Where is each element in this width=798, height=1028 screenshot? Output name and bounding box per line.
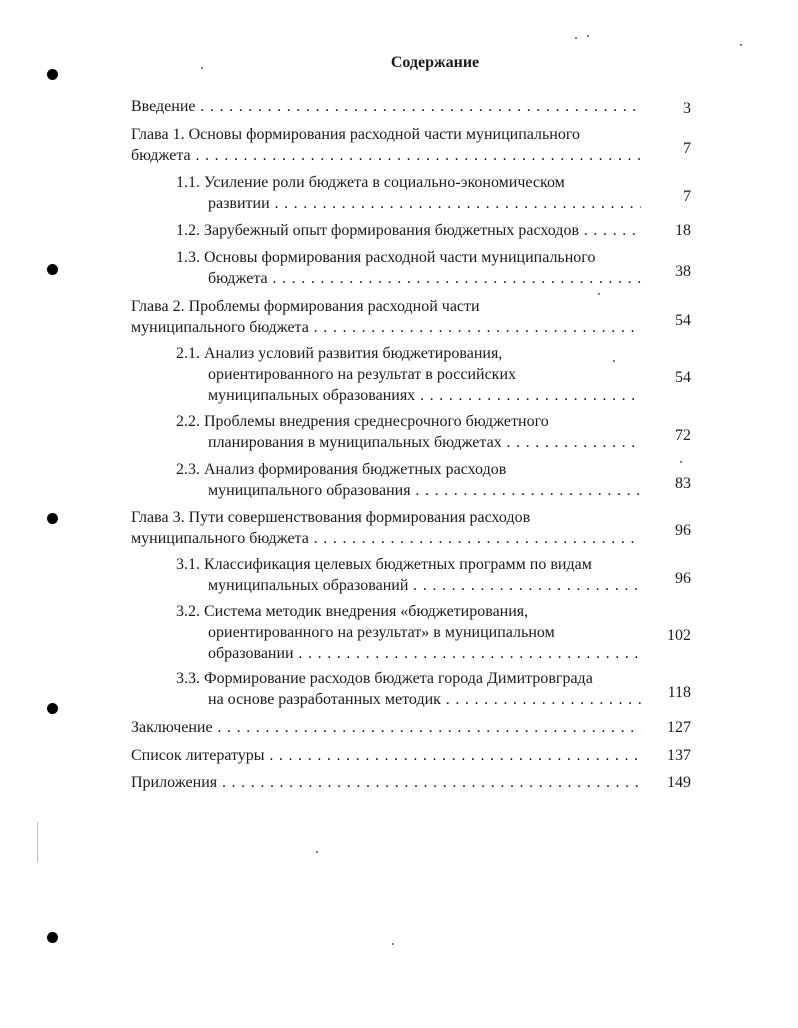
toc-entry-title xyxy=(176,247,641,289)
toc-entry-title xyxy=(176,601,641,664)
toc-entry-line: 2.2. Проблемы внедрения среднесрочного бюджетного xyxy=(176,413,549,430)
toc-entry-line: Заключение . . . xyxy=(131,717,641,738)
toc-entry-title xyxy=(176,459,641,501)
toc-page-number: 149 xyxy=(667,774,691,791)
toc-entry-line: муниципального бюджета . . . xyxy=(131,317,641,338)
toc-entry-title xyxy=(131,296,641,338)
toc-subsection-entry xyxy=(176,601,691,664)
toc-entry-line: 2.1. Анализ условий развития бюджетирования, xyxy=(176,345,503,362)
toc-entry-title xyxy=(131,745,641,766)
toc-chapter-entry xyxy=(131,296,691,338)
toc-chapter-entry xyxy=(131,507,691,549)
toc-entry-title xyxy=(131,124,641,166)
toc-subsection-entry xyxy=(176,459,691,501)
toc-entry-line: муниципальных образованиях . . . xyxy=(176,385,641,406)
toc-subsection-entry xyxy=(176,554,691,596)
toc-page-number: 54 xyxy=(675,312,691,329)
toc-entry-line: планирования в муниципальных бюджетах . . . xyxy=(176,432,641,453)
toc-entry-line: Глава 1. Основы формирования расходной части муниципального xyxy=(131,126,581,143)
toc-page-number: 7 xyxy=(683,188,691,205)
toc-page-number: 7 xyxy=(683,140,691,157)
toc-subsection-entry xyxy=(176,343,691,406)
toc-entry-title xyxy=(176,220,641,241)
toc-chapter-entry xyxy=(131,717,691,738)
toc-entry-line: 2.3. Анализ формирования бюджетных расходов xyxy=(176,461,507,478)
toc-subsection-entry xyxy=(176,247,691,289)
toc-entry-line: Глава 2. Проблемы формирования расходной части xyxy=(131,298,480,315)
toc-page-number: 83 xyxy=(675,475,691,492)
toc-entry-line: 1.1. Усиление роли бюджета в социально-экономическом xyxy=(176,174,565,191)
toc-entry-line: развитии . . . xyxy=(176,193,641,214)
toc-subsection-entry xyxy=(176,668,691,710)
toc-page-number: 118 xyxy=(667,684,691,701)
toc-entry-line: Введение . . . xyxy=(131,96,641,117)
toc-entry-line: ориентированного на результат» в муниципальном xyxy=(208,624,555,641)
toc-page-number: 72 xyxy=(675,427,691,444)
toc-subsection-entry xyxy=(176,220,691,241)
toc-entry-line: 3.3. Формирование расходов бюджета города Димитровграда xyxy=(176,670,593,687)
toc-entry-line: бюджета . . . xyxy=(176,268,641,289)
page-title: Содержание xyxy=(390,54,480,71)
toc-page-number: 137 xyxy=(667,747,691,764)
toc-subsection-entry xyxy=(176,172,691,214)
toc-entry-line: Приложения . . . xyxy=(131,772,641,793)
toc-subsection-entry xyxy=(176,411,691,453)
toc-entry-title xyxy=(131,96,641,117)
toc-entry-title xyxy=(176,668,641,710)
toc-entry-line: Список литературы . . . xyxy=(131,745,641,766)
toc-chapter-entry xyxy=(131,745,691,766)
toc-entry-title xyxy=(131,772,641,793)
toc-entry-line: образовании . . . xyxy=(176,643,641,664)
toc-entry-title xyxy=(131,717,641,738)
toc-entry-title xyxy=(176,411,641,453)
toc-entry-line: 1.3. Основы формирования расходной части муниципального xyxy=(176,249,596,266)
toc-entry-line: бюджета . . . xyxy=(131,145,641,166)
toc-page-number: 102 xyxy=(667,627,691,644)
toc-entry-line: Глава 3. Пути совершенствования формирования расходов xyxy=(131,509,531,526)
toc-page-number: 127 xyxy=(667,719,691,736)
toc-chapter-entry xyxy=(131,772,691,793)
toc-entry-title xyxy=(176,172,641,214)
toc-page-number: 96 xyxy=(675,570,691,587)
toc-entry-line: муниципальных образований . . . xyxy=(176,575,641,596)
toc-entry-line: 3.2. Система методик внедрения «бюджетирования, xyxy=(176,603,529,620)
toc-page-number: 38 xyxy=(675,263,691,280)
toc-entry-title xyxy=(176,554,641,596)
toc-page-number: 3 xyxy=(683,100,691,117)
toc-entry-line: на основе разработанных методик . . . xyxy=(176,689,641,710)
toc-page-number: 18 xyxy=(675,222,691,239)
toc-entry-title xyxy=(131,507,641,549)
toc-page-number: 54 xyxy=(675,369,691,386)
toc-entry-line: ориентированного на результат в российских xyxy=(208,366,517,383)
toc-entry-line: муниципального бюджета . . . xyxy=(131,528,641,549)
toc-chapter-entry xyxy=(131,96,691,117)
toc-chapter-entry xyxy=(131,124,691,166)
toc-entry-line: муниципального образования . . . xyxy=(176,480,641,501)
toc-entry-line: 1.2. Зарубежный опыт формирования бюджетных расходов . . . xyxy=(176,220,641,241)
toc-entry-line: 3.1. Классификация целевых бюджетных программ по видам xyxy=(176,556,592,573)
toc-page-number: 96 xyxy=(675,522,691,539)
toc-entry-title xyxy=(176,343,641,406)
